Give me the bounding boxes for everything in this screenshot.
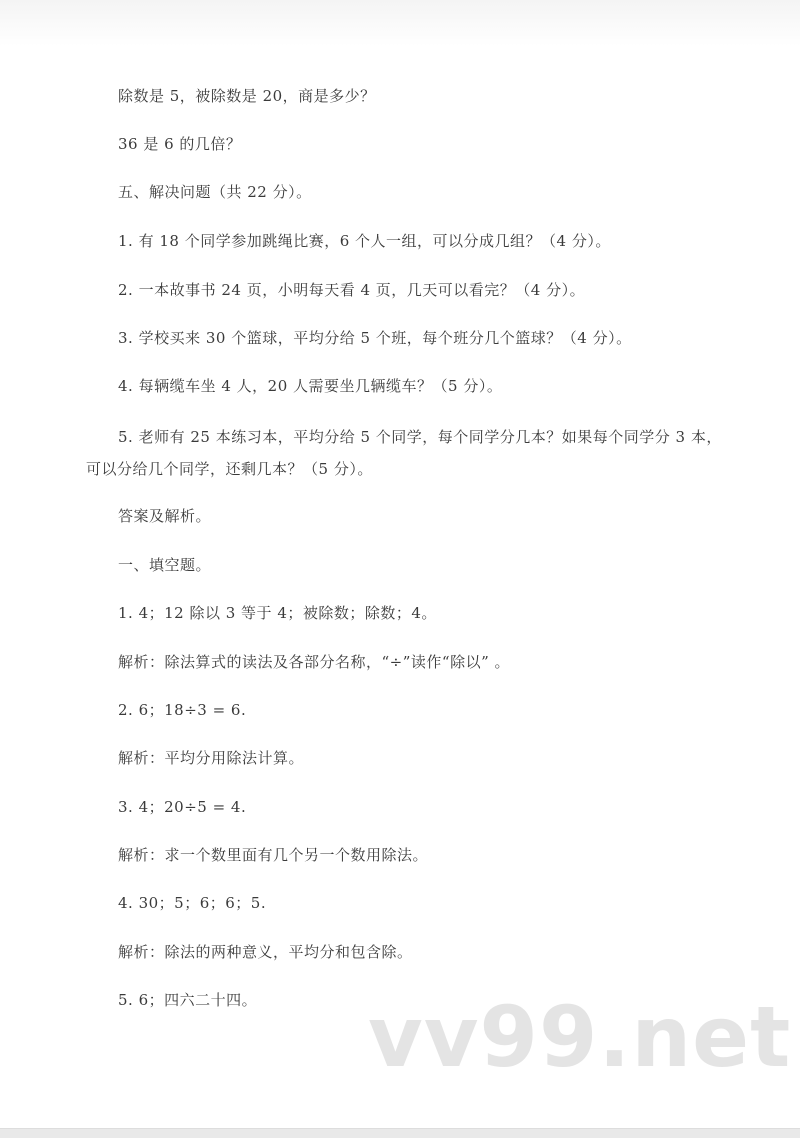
- answers-heading: 答案及解析。: [118, 507, 212, 525]
- problem-3: 3. 学校买来 30 个篮球，平均分给 5 个班，每个班分几个篮球？（4 分）。: [118, 329, 632, 347]
- question-multiple: 36 是 6 的几倍？: [118, 135, 242, 153]
- question-divisor-dividend: 除数是 5，被除数是 20，商是多少？: [118, 87, 376, 105]
- analysis-4: 解析：除法的两种意义，平均分和包含除。: [118, 943, 413, 961]
- problem-5: 5. 老师有 25 本练习本，平均分给 5 个同学，每个同学分几本？如果每个同学分 3 本，可以分给几个同学，还剩几本？（5 分）。: [86, 428, 722, 478]
- answer-1: 1. 4；12 除以 3 等于 4；被除数；除数；4。: [118, 604, 437, 622]
- section-five-heading: 五、解决问题（共 22 分）。: [118, 183, 312, 201]
- answer-4: 4. 30；5；6；6；5.: [118, 894, 267, 912]
- analysis-1: 解析：除法算式的读法及各部分名称，“÷”读作“除以” 。: [118, 653, 511, 671]
- problem-1: 1. 有 18 个同学参加跳绳比赛，6 个人一组，可以分成几组？（4 分）。: [118, 232, 611, 250]
- problem-4: 4. 每辆缆车坐 4 人，20 人需要坐几辆缆车？（5 分）。: [118, 377, 503, 395]
- answer-3: 3. 4；20÷5 = 4.: [118, 798, 247, 816]
- watermark: vv99.net: [368, 988, 792, 1086]
- section-one-heading: 一、填空题。: [118, 556, 212, 574]
- problem-2: 2. 一本故事书 24 页，小明每天看 4 页，几天可以看完？（4 分）。: [118, 281, 586, 299]
- analysis-2: 解析：平均分用除法计算。: [118, 749, 305, 767]
- analysis-3: 解析：求一个数里面有几个另一个数用除法。: [118, 846, 429, 864]
- page-top-shading: [0, 0, 800, 46]
- answer-2: 2. 6；18÷3 = 6.: [118, 701, 247, 719]
- answer-5: 5. 6；四六二十四。: [118, 991, 258, 1009]
